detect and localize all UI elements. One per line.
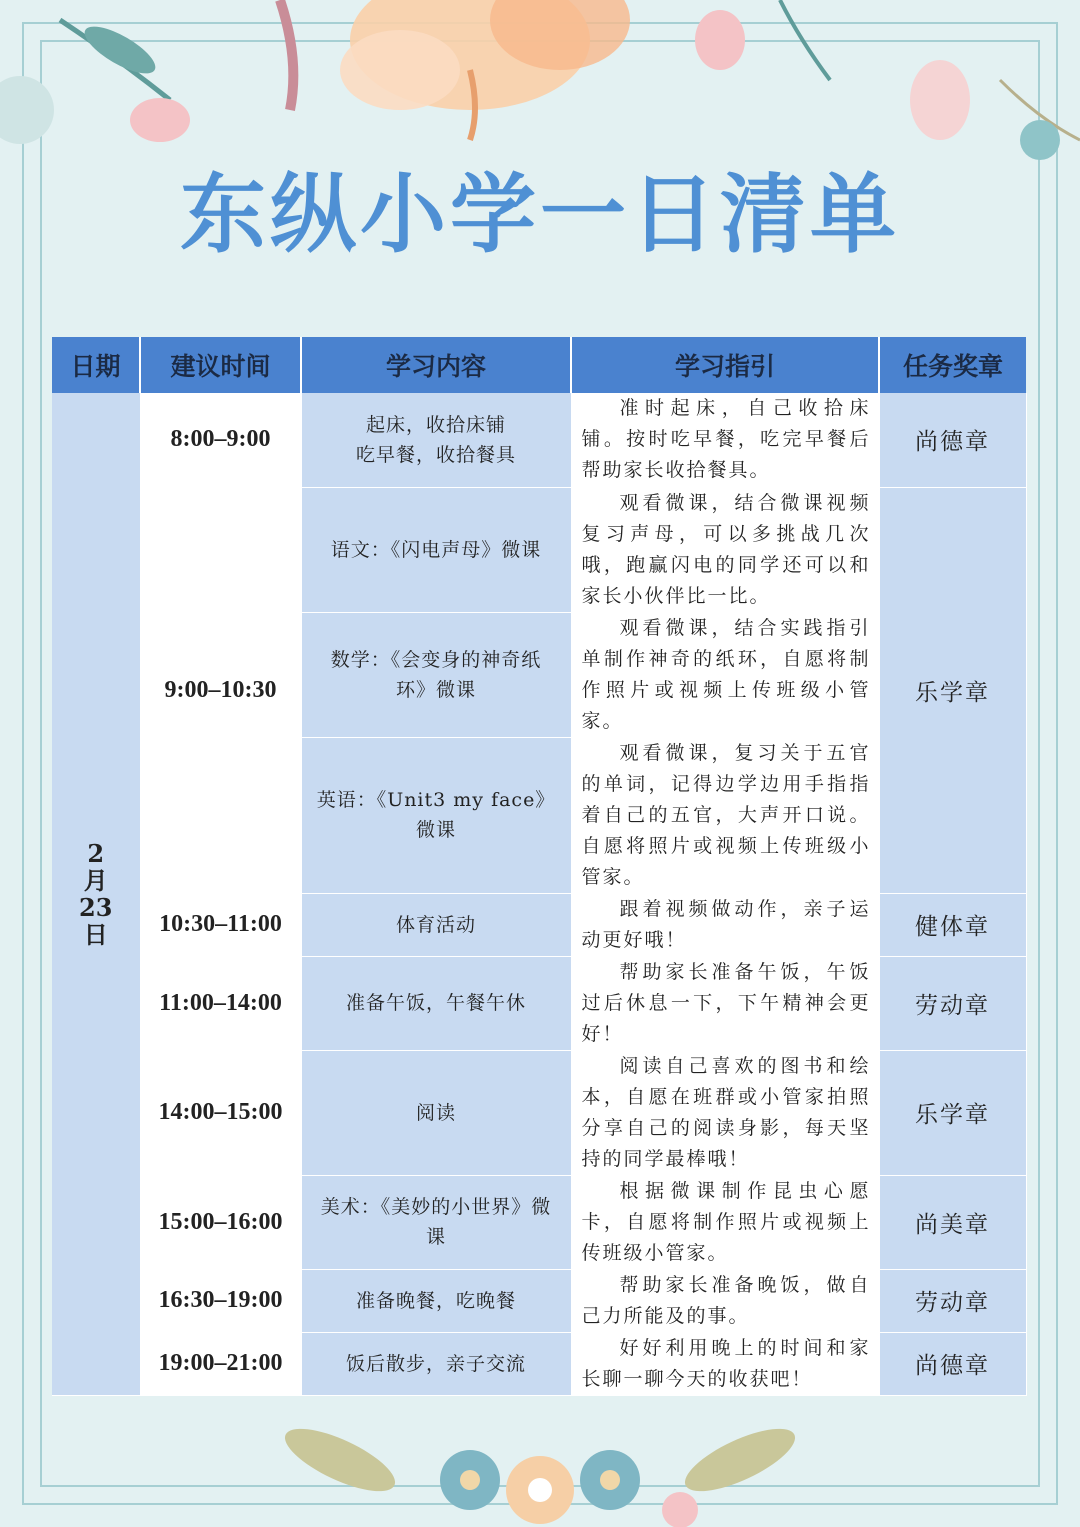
date-day-char: 日: [83, 919, 108, 949]
badge-cell: 劳动章: [879, 956, 1026, 1050]
header-content: 学习内容: [301, 337, 571, 393]
table-row: [52, 1050, 1026, 1175]
guide-cell: [571, 393, 879, 487]
table-row: [52, 956, 1026, 1050]
table-row: [52, 1269, 1026, 1332]
guide-text: 根据微课制作昆虫心愿卡，自愿将制作照片或视频上传班级小管家。: [581, 1179, 871, 1264]
time-cell: 10:30–11:00: [140, 893, 301, 956]
guide-text: 准时起床，自己收拾床铺。按时吃早餐，吃完早餐后帮助家长收拾餐具。: [581, 397, 871, 482]
time-cell: 8:00–9:00: [140, 393, 301, 487]
content-cell: 数学：《会变身的神奇纸环》微课: [301, 612, 571, 737]
table-row: [52, 1175, 1026, 1269]
table-header-row: [52, 337, 1026, 393]
content-cell: 阅读: [301, 1050, 571, 1175]
guide-cell: [571, 893, 879, 956]
header-date: 日期: [52, 337, 140, 393]
content-text: 起床，收拾床铺 吃早餐，收拾餐具: [355, 413, 516, 466]
guide-cell: [571, 956, 879, 1050]
header-badge: 任务奖章: [879, 337, 1026, 393]
table-row: [52, 487, 1026, 612]
content-cell: 美术：《美妙的小世界》微课: [301, 1175, 571, 1269]
badge-cell: 劳动章: [879, 1269, 1026, 1332]
badge-cell: 尚美章: [879, 1175, 1026, 1269]
date-day-num: 23: [79, 892, 113, 922]
guide-text: 观看微课，结合实践指引单制作神奇的纸环，自愿将制作照片或视频上传班级小管家。: [581, 616, 871, 732]
content-cell: 准备晚餐，吃晚餐: [301, 1269, 571, 1332]
content-cell: 语文：《闪电声母》微课: [301, 487, 571, 612]
guide-text: 帮助家长准备晚饭，做自己力所能及的事。: [581, 1273, 871, 1327]
content-cell: 体育活动: [301, 893, 571, 956]
guide-cell: [571, 1175, 879, 1269]
badge-cell: 尚德章: [879, 393, 1026, 487]
guide-cell: [571, 612, 879, 737]
guide-text: 阅读自己喜欢的图书和绘本，自愿在班群或小管家拍照分享自己的阅读身影，每天坚持的同学最棒哦！: [581, 1054, 871, 1170]
guide-cell: [571, 487, 879, 612]
guide-cell: [571, 1332, 879, 1395]
schedule-table: [52, 337, 1027, 1396]
content-cell: 饭后散步，亲子交流: [301, 1332, 571, 1395]
time-cell: 9:00–10:30: [140, 487, 301, 893]
time-cell: 11:00–14:00: [140, 956, 301, 1050]
date-month-num: 2: [87, 838, 105, 868]
guide-text: 好好利用晚上的时间和家长聊一聊今天的收获吧！: [581, 1336, 871, 1390]
content-cell: 英语：《Unit3 my face》微课: [301, 737, 571, 893]
guide-text: 观看微课，结合微课视频复习声母，可以多挑战几次哦，跑赢闪电的同学还可以和家长小伙伴比一比。: [581, 491, 871, 607]
guide-cell: [571, 1050, 879, 1175]
time-cell: 16:30–19:00: [140, 1269, 301, 1332]
badge-cell: 乐学章: [879, 1050, 1026, 1175]
time-cell: 19:00–21:00: [140, 1332, 301, 1395]
badge-cell: 尚德章: [879, 1332, 1026, 1395]
guide-text: 观看微课，复习关于五官的单词，记得边学边用手指指着自己的五官，大声开口说。自愿将照片或视频上传班级小管家。: [581, 741, 871, 888]
content-cell: 准备午饭，午餐午休: [301, 956, 571, 1050]
table-row: [52, 893, 1026, 956]
content-cell: [301, 393, 571, 487]
time-cell: 15:00–16:00: [140, 1175, 301, 1269]
time-cell: 14:00–15:00: [140, 1050, 301, 1175]
page-title: 东纵小学一日清单: [180, 165, 900, 265]
guide-text: 跟着视频做动作，亲子运动更好哦！: [581, 897, 871, 951]
table-row: [52, 1332, 1026, 1395]
bottom-flowers-decoration: [0, 1400, 1080, 1527]
table-row: [52, 393, 1026, 487]
badge-cell: 乐学章: [879, 487, 1026, 893]
guide-cell: [571, 1269, 879, 1332]
guide-cell: [571, 737, 879, 893]
guide-text: 帮助家长准备午饭，午饭过后休息一下，下午精神会更好！: [581, 960, 871, 1045]
header-guide: 学习指引: [571, 337, 879, 393]
date-month-char: 月: [83, 865, 108, 895]
date-cell: [52, 393, 140, 1395]
top-flowers-decoration: [0, 0, 1080, 170]
header-time: 建议时间: [140, 337, 301, 393]
badge-cell: 健体章: [879, 893, 1026, 956]
